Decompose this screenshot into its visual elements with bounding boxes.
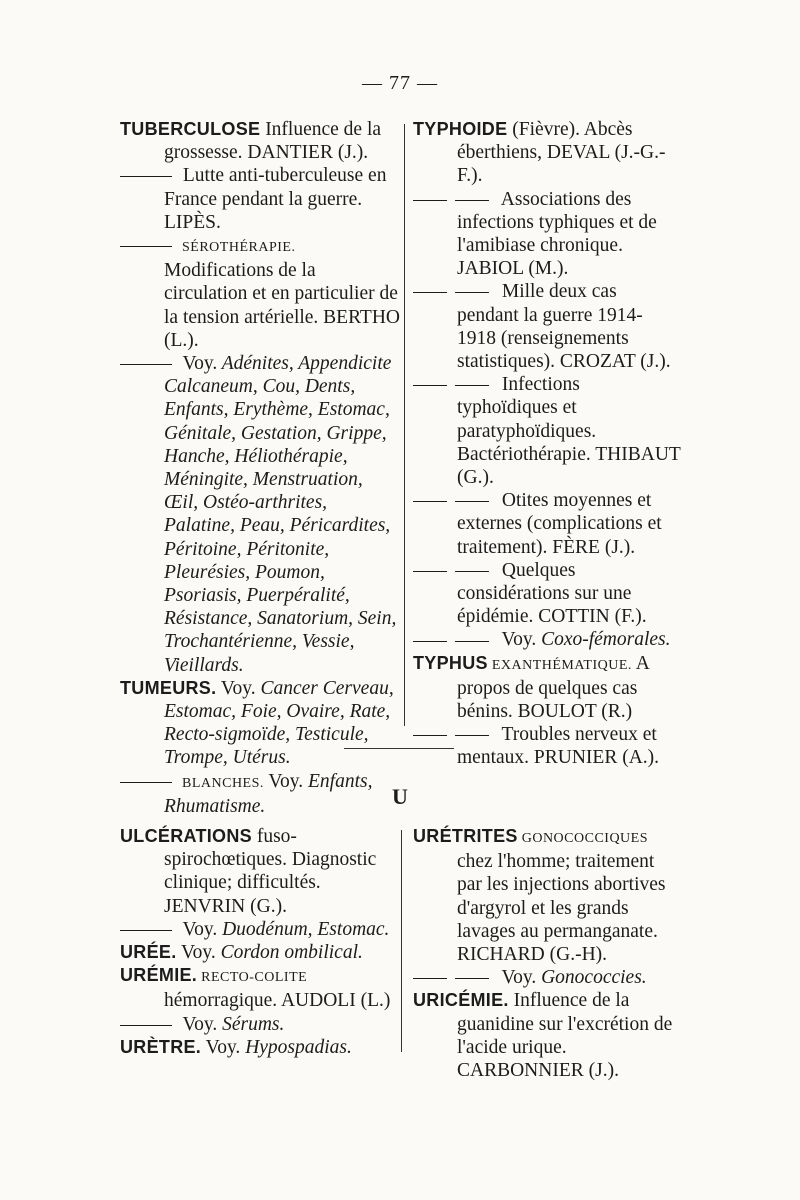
- cross-reference: Enfants, Rhumatisme.: [164, 770, 373, 817]
- repeat-dash: [413, 292, 447, 293]
- repeat-dash: [413, 735, 447, 736]
- index-entry: [120, 234, 400, 352]
- entry-text: Associations des infections typhiques et de l'amibiase chronique. JABIOL (M.).: [457, 188, 657, 280]
- column-divider: [401, 830, 402, 1052]
- index-term: ULCÉRATIONS: [120, 826, 252, 846]
- entry-text: Influence de la guanidine sur l'excrétion de l'acide urique. CARBONNIER (J.).: [457, 990, 673, 1082]
- index-entry: [120, 918, 400, 941]
- entry-text: Otites moyennes et externes (complications et traitement). FÈRE (J.).: [457, 490, 662, 558]
- index-term: URÉE.: [120, 942, 177, 963]
- entry-text: Voy.: [497, 967, 537, 989]
- repeat-dash: [455, 978, 489, 979]
- index-entry: [413, 280, 681, 373]
- entry-text: Voy.: [178, 1013, 218, 1035]
- index-entry: [120, 964, 400, 1012]
- entry-text: Mille deux cas pendant la guerre 1914-1918 (renseignements statistiques). CROZAT (J.).: [457, 281, 671, 373]
- index-term: TYPHUS: [413, 652, 488, 673]
- index-entry: [120, 941, 400, 964]
- cross-reference: Duodénum, Estomac.: [217, 918, 390, 940]
- repeat-dash: [120, 246, 172, 247]
- repeat-dash: [455, 641, 489, 642]
- entry-text: Voy.: [178, 918, 218, 940]
- subheading-smallcaps: EXANTHÉMATIQUE.: [487, 657, 632, 673]
- index-term: TYPHOIDE: [413, 119, 508, 139]
- index-term: URÈTRE.: [120, 1036, 202, 1057]
- index-entry: [413, 559, 681, 629]
- index-entry: [413, 373, 681, 489]
- cross-reference: Sérums.: [217, 1013, 285, 1035]
- cross-reference: Gonococcies.: [536, 967, 647, 989]
- entry-text: Voy.: [176, 942, 216, 964]
- section-letter: U: [392, 784, 408, 809]
- column-right-uretrites: [413, 825, 681, 1082]
- repeat-dash: [455, 385, 489, 386]
- index-entry: [120, 677, 400, 770]
- repeat-dash: [413, 978, 447, 979]
- repeat-dash: [455, 735, 489, 736]
- entry-text: hémorragique. AUDOLI (L.): [164, 990, 391, 1012]
- index-entry: [413, 489, 681, 559]
- subheading-smallcaps: SÉROTHÉRAPIE.: [178, 240, 296, 256]
- repeat-dash: [120, 782, 172, 783]
- repeat-dash: [120, 1025, 172, 1026]
- entry-text: Lutte anti-tuberculeuse en France pendant la guerre. LIPÈS.: [164, 165, 387, 233]
- subheading-smallcaps: GONOCOCCIQUES: [517, 831, 649, 846]
- repeat-dash: [413, 571, 447, 572]
- column-left-tuberculose: [120, 118, 400, 818]
- index-entry: [413, 652, 681, 724]
- index-entry: [413, 989, 681, 1082]
- cross-reference: Coxo-fémorales.: [536, 629, 671, 651]
- index-entry: [413, 628, 681, 651]
- entry-text: fuso-spirochœtiques. Diagnostic clinique; difficultés. JENVRIN (G.).: [164, 826, 377, 917]
- repeat-dash: [413, 641, 447, 642]
- repeat-dash: [455, 571, 489, 572]
- index-entry: [120, 352, 400, 677]
- index-term: TUMEURS.: [120, 677, 217, 698]
- repeat-dash: [455, 501, 489, 502]
- index-entry: [120, 118, 400, 164]
- column-left-ulcerations: [120, 825, 400, 1059]
- entry-text: Voy.: [263, 770, 304, 792]
- entry-text: chez l'homme; traitement par les injections abortives d'argyrol et les grands lavages au permanganate. RICHARD (G.-H).: [457, 851, 666, 966]
- repeat-dash: [413, 501, 447, 502]
- index-term: URICÉMIE.: [413, 990, 509, 1011]
- repeat-dash: [120, 930, 172, 931]
- index-term: URÉMIE.: [120, 965, 198, 986]
- repeat-dash: [120, 364, 172, 365]
- cross-reference: Cancer Cerveau, Estomac, Foie, Ovaire, Rate, Recto-sigmoïde, Testicule, Trompe, Utérus.: [164, 677, 394, 769]
- index-entry: [120, 825, 400, 918]
- cross-reference: Adénites, Appendicite Calcaneum, Cou, Dents, Enfants, Erythème, Estomac, Génitale, Gestation, Grippe, Hanche, Héliothérapie, Méningite, Menstruation, Œil, Ostéo-arthrites, Palatine, Peau, Péricardites, Péritoine, Péritonite, Pleurésies, Poumon, Psoriasis, Puerpéralité, Résistance, Sanatorium, Sein, Trochantérienne, Vessie, Vieillards.: [164, 353, 397, 676]
- column-divider: [404, 124, 405, 726]
- page-number: — 77 —: [362, 72, 438, 94]
- entry-text: Infections typhoïdiques et paratyphoïdiques. Bactériothérapie. THIBAUT (G.).: [457, 374, 681, 489]
- entry-text: (Fièvre). Abcès éberthiens, DEVAL (J.-G.-F.).: [457, 119, 666, 187]
- entry-text: Troubles nerveux et mentaux. PRUNIER (A.).: [457, 724, 660, 769]
- entry-text: Voy.: [201, 1036, 241, 1058]
- index-entry: [413, 825, 681, 966]
- entry-text: Quelques considérations sur une épidémie. COTTIN (F.).: [457, 559, 647, 628]
- index-entry: [120, 164, 400, 234]
- repeat-dash: [455, 292, 489, 293]
- repeat-dash: [413, 200, 447, 201]
- entry-text: Modifications de la circulation et en particulier de la tension artérielle. BERTHO (L.).: [164, 260, 401, 351]
- entry-text: Voy.: [178, 353, 218, 375]
- index-term: URÉTRITES: [413, 826, 518, 846]
- entry-text: Voy.: [216, 677, 256, 699]
- repeat-dash: [120, 176, 172, 177]
- subheading-smallcaps: BLANCHES.: [178, 775, 264, 791]
- repeat-dash: [413, 385, 447, 386]
- cross-reference: Hypospadias.: [240, 1036, 352, 1058]
- entry-text: Influence de la grossesse. DANTIER (J.).: [164, 119, 382, 164]
- index-entry: [413, 723, 681, 769]
- entry-text: Voy.: [497, 629, 537, 651]
- index-entry: [413, 118, 681, 188]
- column-right-typhoide: [413, 118, 681, 770]
- section-separator: [344, 748, 454, 749]
- index-entry: [120, 1036, 400, 1059]
- index-entry: [413, 966, 681, 989]
- index-term: TUBERCULOSE: [120, 119, 261, 139]
- cross-reference: Cordon ombilical.: [215, 942, 363, 964]
- index-entry: [120, 1013, 400, 1036]
- index-entry: [413, 188, 681, 281]
- repeat-dash: [455, 200, 489, 201]
- entry-text: A propos de quelques cas bénins. BOULOT (R.): [457, 652, 649, 723]
- subheading-smallcaps: RECTO-COLITE: [197, 970, 308, 986]
